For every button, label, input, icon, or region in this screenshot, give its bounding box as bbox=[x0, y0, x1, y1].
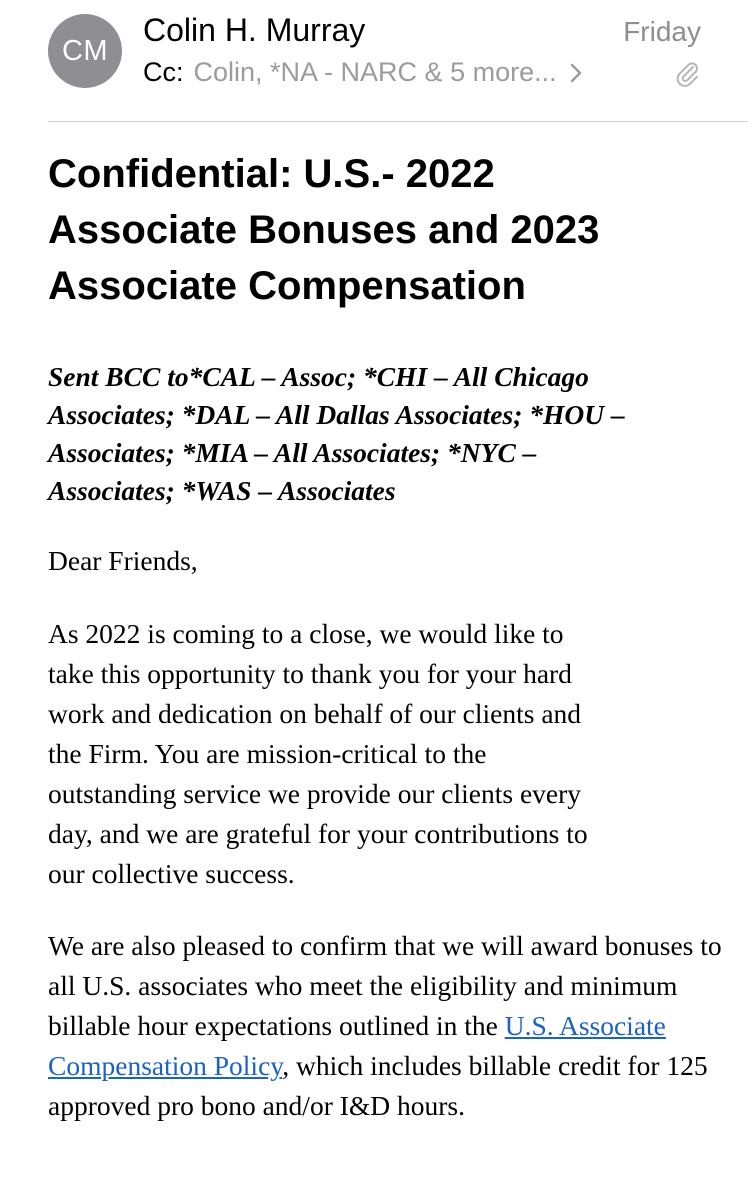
body-paragraph-2 bbox=[48, 926, 728, 1126]
body-paragraph-1: As 2022 is coming to a close, we would like to take this opportunity to thank you for your hard work and dedication on behalf of our clients and the Firm. You are mission-critical to the outstanding service we provide our clients every day, and we are grateful for your contributions to our collective success. bbox=[48, 618, 588, 889]
message-body bbox=[48, 358, 728, 1126]
message-subject: Confidential: U.S.- 2022 Associate Bonuses and 2023 Associate Compensation bbox=[48, 152, 600, 308]
cc-recipients[interactable]: Colin, *NA - NARC & 5 more... bbox=[193, 57, 557, 87]
header-divider bbox=[48, 121, 748, 122]
paragraph-2-text-start: We are also pleased to confirm that we will award bonuses to all U.S. associates who meet the eligibility and minimum billable hour expectations outlined in the bbox=[48, 930, 722, 1041]
compensation-policy-link[interactable]: U.S. Associate Compensation Policy bbox=[48, 1010, 666, 1081]
sender-name[interactable]: Colin H. Murray bbox=[143, 12, 366, 48]
message-date: Friday bbox=[623, 16, 701, 47]
avatar-initials: CM bbox=[61, 34, 109, 67]
message-header bbox=[0, 0, 748, 122]
bcc-note: Sent BCC to*CAL – Assoc; *CHI – All Chicago Associates; *DAL – All Dallas Associates; *HOU – Associates; *MIA – All Associates; *NYC – Associates; *WAS – Associates bbox=[48, 361, 625, 506]
paragraph-2-text-end: , which includes billable credit for 125 approved pro bono and/or I&D hours. bbox=[48, 1050, 708, 1121]
cc-label: Cc: bbox=[143, 57, 184, 87]
sender-avatar[interactable] bbox=[48, 14, 122, 88]
greeting: Dear Friends, bbox=[48, 545, 198, 576]
cc-row[interactable] bbox=[143, 57, 583, 88]
paperclip-icon bbox=[674, 58, 700, 88]
chevron-right-icon[interactable] bbox=[569, 62, 583, 84]
